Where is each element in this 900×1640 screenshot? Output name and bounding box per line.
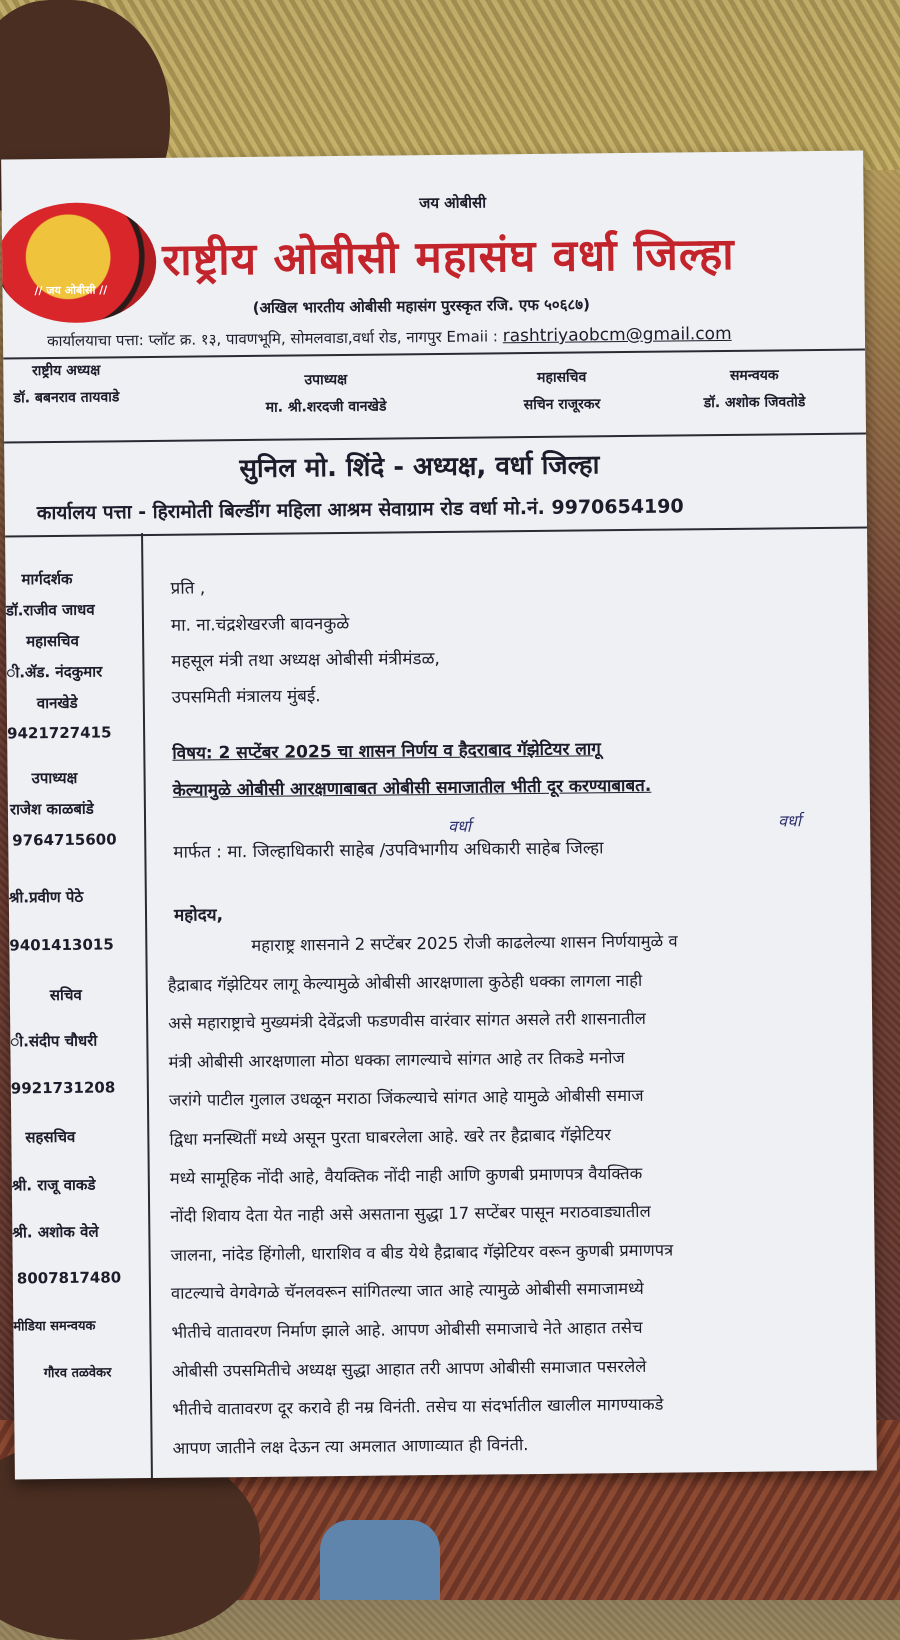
body-line: महाराष्ट्र शासनाने 2 सप्टेंबर 2025 रोजी काढलेल्या शासन निर्णयामुळे व: [251, 931, 678, 955]
sidebar-divider: [141, 533, 153, 1479]
sidebar-item: मार्गदर्शक: [21, 569, 73, 589]
sleeve: [320, 1520, 440, 1600]
via-line: मार्फत : मा. जिल्हाधिकारी साहेब /उपविभागीय अधिकारी साहेब जिल्हा: [173, 838, 604, 863]
officer-role: समन्वयक: [729, 367, 779, 384]
body-line: आपण जातीने लक्ष देऊन त्या अमलात आणाव्यात ही विनंती.: [172, 1434, 529, 1458]
officer-name: मा. श्री.शरदजी वानखेडे: [265, 398, 387, 416]
sidebar-item: डॉ.राजीव जाधव: [5, 600, 95, 620]
logo-text: // जय ओबीसी //: [34, 283, 108, 298]
body-line: हैद्राबाद गॅझेटियर लागू केल्यामुळे ओबीसी आरक्षणाला कुठेही धक्का लागला नाही: [167, 970, 643, 995]
handwritten-note: वर्धा: [777, 811, 802, 831]
handwritten-note: वर्धा: [448, 816, 472, 836]
recipient-line: मा. ना.चंद्रशेखरजी बावनकुळे: [170, 613, 350, 636]
sidebar-item: 9401413015: [9, 935, 114, 955]
sidebar-item: ी.ॲड. नंदकुमार: [6, 662, 103, 682]
sidebar-item: राजेश काळबांडे: [9, 799, 94, 819]
header-slogan: जय ओबीसी: [419, 193, 487, 213]
organization-logo: [1, 202, 157, 324]
officer-name: डॉ. बबनराव तायवाडे: [13, 389, 120, 407]
sidebar-item: वानखेडे: [36, 693, 78, 713]
sidebar-item: मीडिया समन्वयक: [13, 1318, 96, 1335]
body-line: असे महाराष्ट्राचे मुख्यमंत्री देवेंद्रजी फडणवीस वारंवार सांगत असले तरी शासनातील: [168, 1009, 646, 1034]
president-divider: [5, 527, 867, 538]
letter-body: [167, 921, 853, 1468]
officer-national-president: [13, 360, 119, 407]
organization-title: राष्ट्रीय ओबीसी महासंघ वर्धा जिल्हा: [161, 228, 735, 286]
body-line: भीतीचे वातावरण निर्माण झाले आहे. आपण ओबीसी समाजाचे नेते आहात तसेच: [171, 1317, 643, 1342]
salutation: महोदय,: [173, 905, 224, 926]
sidebar-item: 9764715600: [12, 830, 117, 850]
body-line: ओबीसी उपसमितीचे अध्यक्ष सुद्धा आहात तरी आपण ओबीसी समाजात पसरलेले: [171, 1356, 647, 1381]
sidebar-item: महासचिव: [26, 631, 79, 651]
recipient-line: प्रति ,: [170, 578, 206, 599]
sidebar-item: सचिव: [49, 985, 82, 1005]
sidebar-item: ी.संदीप चौधरी: [10, 1031, 98, 1051]
letter-document: [1, 151, 877, 1480]
officer-name: डॉ. अशोक जिवतोडे: [703, 394, 806, 412]
sidebar-item: 9421727415: [7, 723, 112, 743]
subject-line: केल्यामुळे ओबीसी आरक्षणाबाबत ओबीसी समाजातील भीती दूर करण्याबाबत.: [172, 775, 652, 801]
sidebar-item: श्री.प्रवीण पेठे: [8, 887, 84, 907]
body-line: जालना, नांदेड हिंगोली, धाराशिव व बीड येथे हैद्राबाद गॅझेटियर वरून कुणबी प्रमाणपत्र: [170, 1240, 674, 1265]
officer-name: सचिन राजूरकर: [523, 396, 601, 414]
district-president: सुनिल मो. शिंदे - अध्यक्ष, वर्धा जिल्हा: [239, 450, 600, 485]
body-line: वाटल्याचे वेगवेगळे चॅनलवरून सांगितल्या जात आहे त्यामुळे ओबीसी समाजामध्ये: [170, 1279, 644, 1304]
district-office-address: कार्यालय पत्ता - हिरामोती बिल्डींग महिला आश्रम सेवाग्राम रोड वर्धा मो.नं. 9970654190: [36, 495, 684, 525]
sidebar-item: उपाध्यक्ष: [31, 768, 78, 788]
office-address: [47, 324, 732, 351]
officer-role: महासचिव: [537, 369, 587, 386]
body-line: भीतीचे वातावरण दूर करावे ही नम्र विनंती. तसेच या संदर्भातील खालील मागण्याकडे: [172, 1394, 664, 1419]
body-line: द्विधा मनस्थितीं मध्ये असून पुरता घाबरलेला आहे. खरे तर हैद्राबाद गॅझेटियर: [169, 1125, 612, 1149]
sidebar-item: श्री. राजू वाकडे: [11, 1175, 96, 1195]
sidebar-item: 9921731208: [10, 1078, 116, 1098]
officer-role: राष्ट्रीय अध्यक्ष: [31, 362, 101, 380]
body-line: मंत्री ओबीसी आरक्षणाला मोठा धक्का लागल्याचे सांगत आहे तर तिकडे मनोज: [168, 1047, 625, 1072]
officer-vice-president: [265, 370, 386, 417]
sidebar-item: 8007817480: [16, 1268, 122, 1288]
officer-role: उपाध्यक्ष: [304, 371, 348, 389]
office-address-text: कार्यालयाचा पत्ता: प्लॉट क्र. १३, पावणभूमि, सोमलवाडा,वर्धा रोड, नागपुर Emaii :: [46, 327, 498, 351]
email-link[interactable]: rashtriyaobcm@gmail.com: [502, 323, 732, 347]
registration-line: (अखिल भारतीय ओबीसी महासंग पुरस्कृत रजि. एफ ५०६८७): [252, 295, 591, 317]
recipient-line: महसूल मंत्री तथा अध्यक्ष ओबीसी मंत्रीमंडळ,: [171, 648, 440, 672]
recipient-line: उपसमिती मंत्रालय मुंबई.: [171, 686, 321, 708]
sidebar-item: सहसचिव: [25, 1127, 76, 1147]
officers-divider: [4, 433, 866, 444]
officer-coordinator: [703, 365, 805, 412]
subject-line: विषय: 2 सप्टेंबर 2025 चा शासन निर्णय व हैदराबाद गॅझेटियर लागू: [172, 739, 601, 764]
sidebar-item: गौरव तळवेकर: [43, 1365, 112, 1382]
body-line: मध्ये सामूहिक नोंदी आहे, वैयक्तिक नोंदी नाही आणि कुणबी प्रमाणपत्र वैयक्तिक: [169, 1163, 643, 1188]
body-line: नोंदी शिवाय देता येत नाही असे असताना सुद्धा 17 सप्टेंबर पासून मराठवाड्यातील: [170, 1201, 651, 1226]
sidebar-item: श्री. अशोक वेले: [12, 1222, 99, 1242]
officer-general-secretary: [523, 367, 600, 414]
body-line: जरांगे पाटील गुलाल उधळून मराठा जिंकल्याचे सांगत आहे यामुळे ओबीसी समाज: [168, 1086, 644, 1111]
